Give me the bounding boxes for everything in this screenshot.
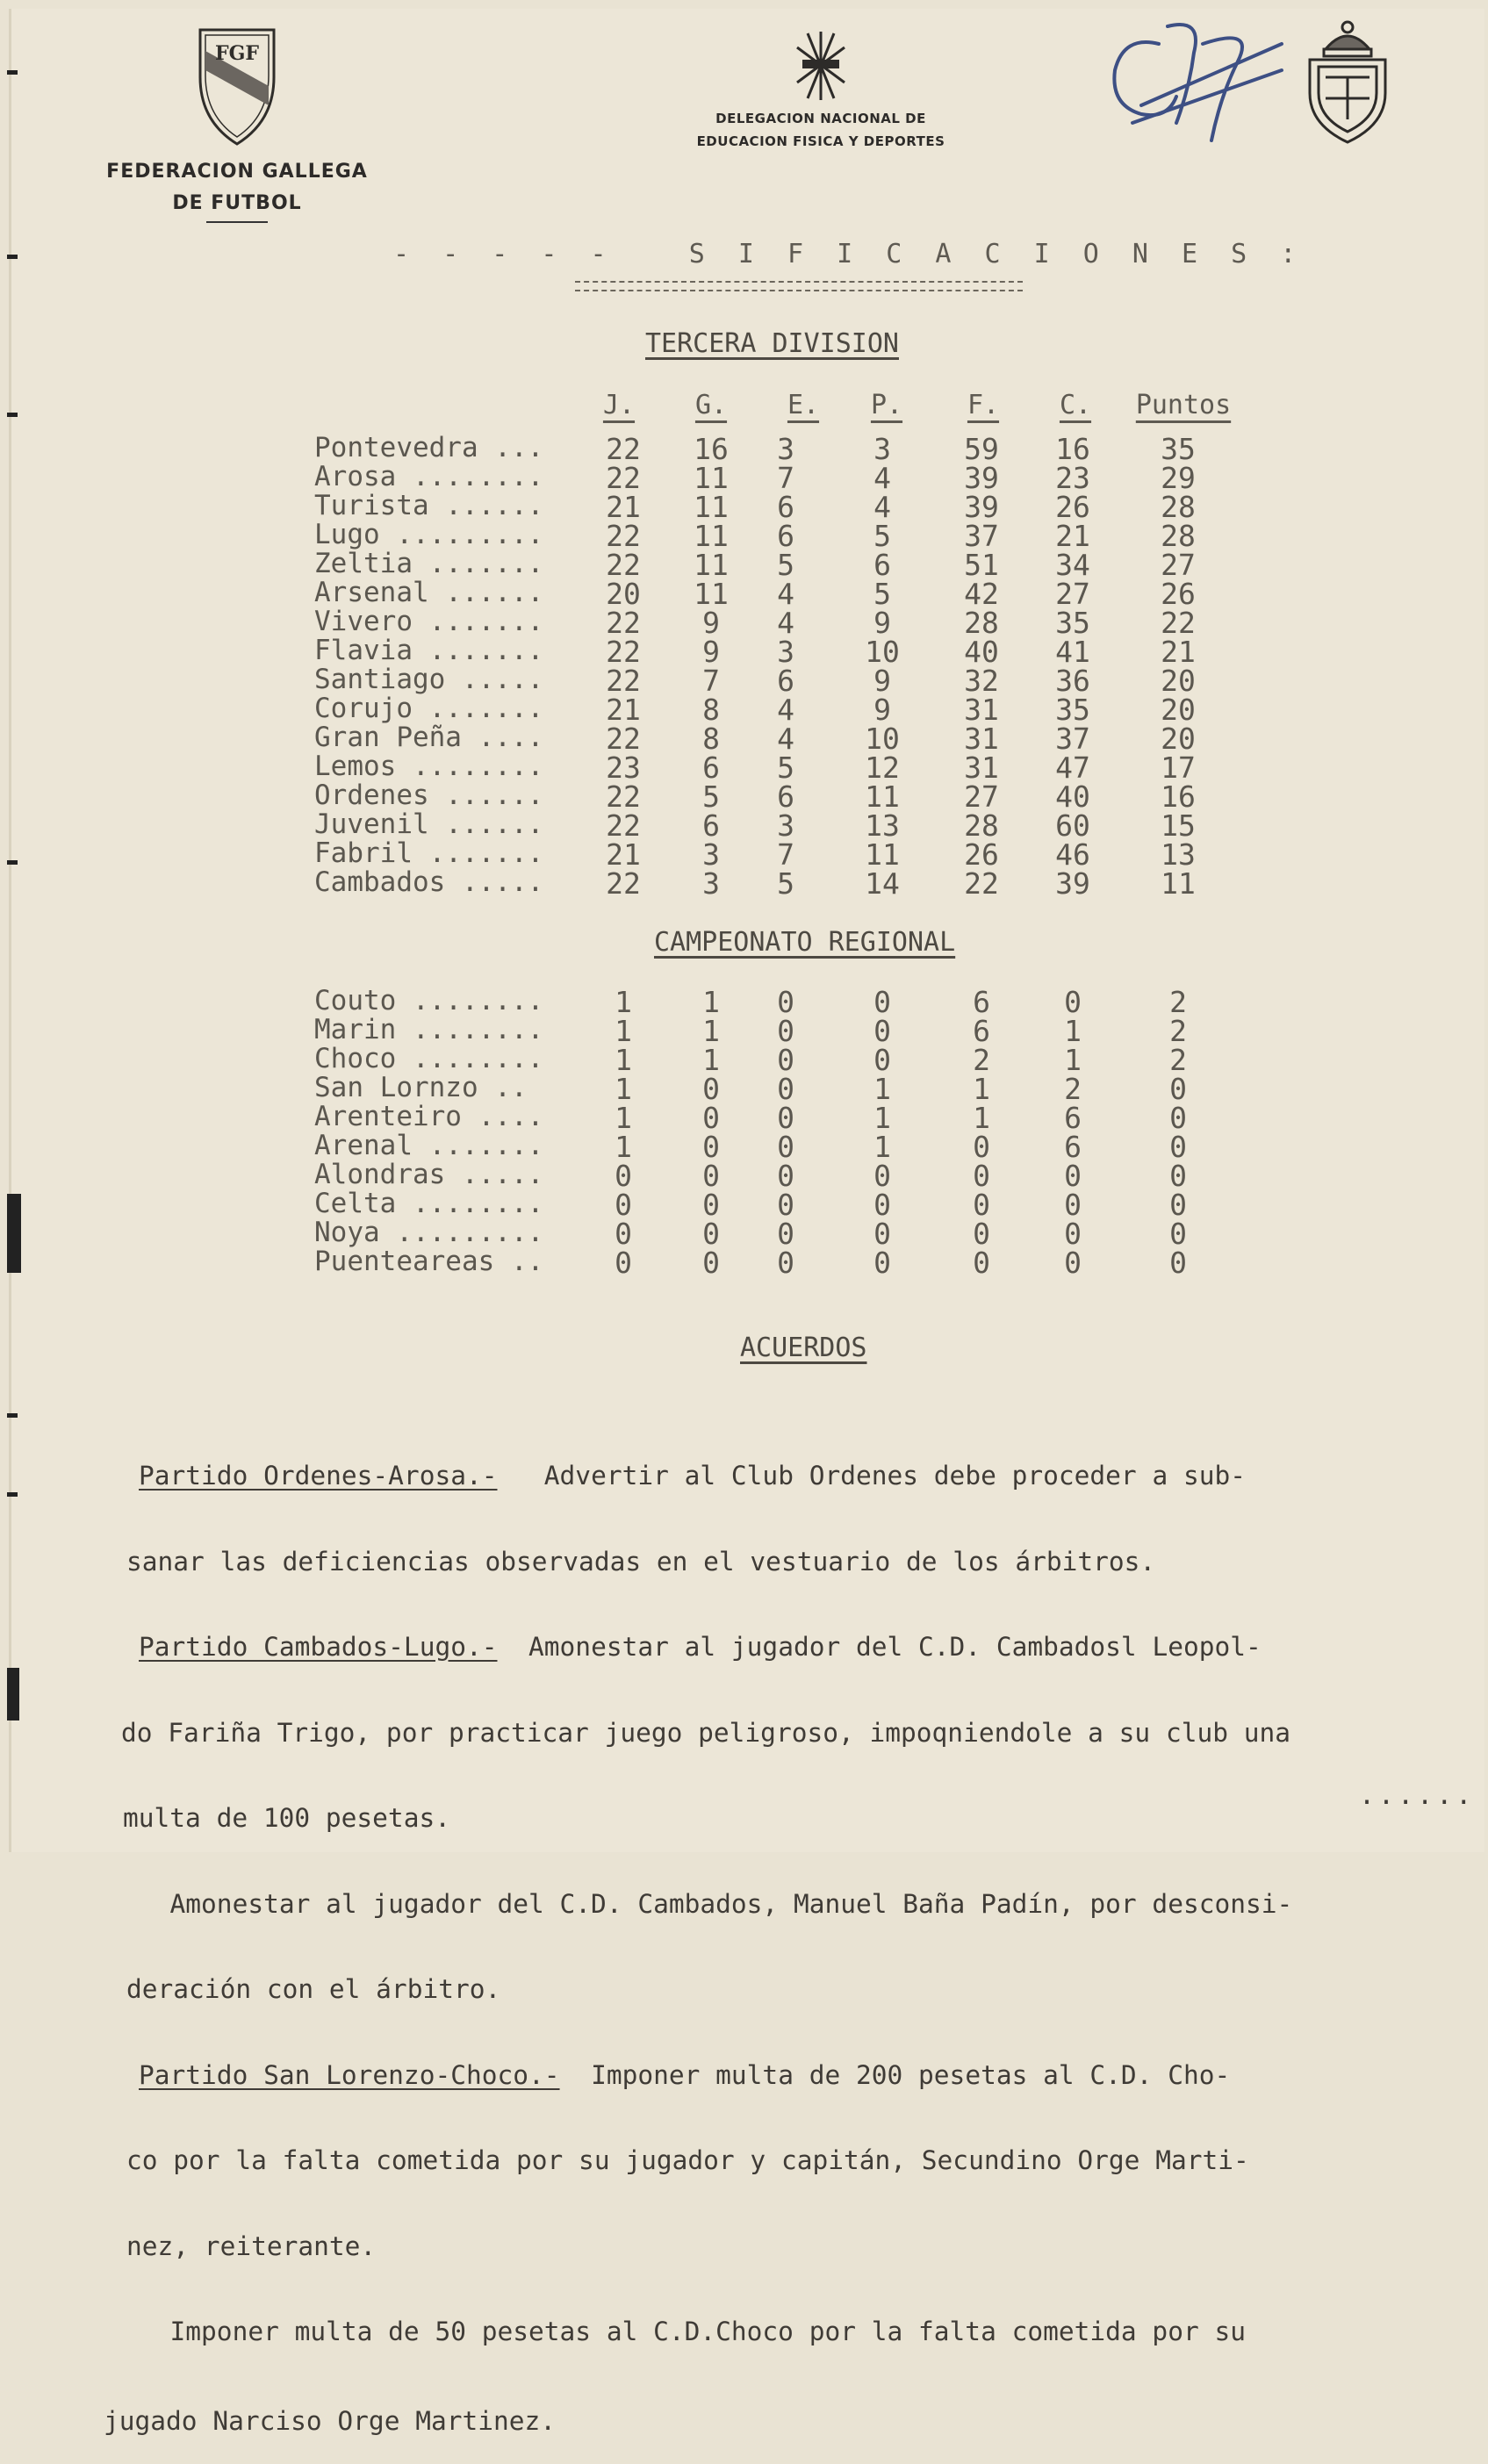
federation-name-line2: DE FUTBOL: [172, 192, 302, 214]
stat-c: 2: [1064, 1072, 1082, 1106]
stat-c: 37: [1055, 722, 1090, 756]
stat-j: 0: [615, 1246, 632, 1280]
standings-row: [0, 1014, 1488, 1048]
col-p: P.: [870, 390, 903, 420]
stat-c: 0: [1064, 1217, 1082, 1251]
stat-e: 0: [777, 1217, 794, 1251]
acuerdo-line: deración con el árbitro.: [126, 1974, 501, 2004]
federation-shield-icon: [195, 25, 279, 147]
standings-row: [0, 635, 1488, 669]
team-name: Santiago .....: [314, 664, 544, 695]
stat-f: 0: [973, 1217, 990, 1251]
acuerdo-line: nez, reiterante.: [126, 2231, 377, 2261]
standings-row: [0, 1101, 1488, 1135]
stat-puntos: 2: [1169, 1014, 1187, 1048]
stat-j: 22: [606, 779, 641, 814]
stat-p: 0: [873, 1188, 891, 1222]
stat-f: 0: [973, 1246, 990, 1280]
stat-g: 1: [702, 985, 720, 1019]
stat-f: 37: [964, 519, 999, 553]
title-double-underline: [575, 281, 1023, 291]
stat-puntos: 17: [1161, 751, 1196, 785]
stat-e: 3: [777, 432, 794, 466]
acuerdo-line: jugado Narciso Orge Martinez.: [104, 2405, 557, 2436]
stat-g: 0: [702, 1188, 720, 1222]
stat-p: 5: [873, 519, 891, 553]
stat-c: 0: [1064, 1159, 1082, 1193]
stat-g: 6: [702, 751, 720, 785]
stat-puntos: 28: [1161, 490, 1196, 524]
yoke-and-arrows-icon: [790, 25, 852, 104]
team-name: Juvenil ......: [314, 808, 544, 840]
stat-f: 31: [964, 722, 999, 756]
team-name: Ordenes ......: [314, 779, 544, 811]
stat-puntos: 2: [1169, 985, 1187, 1019]
stat-p: 11: [865, 837, 900, 872]
standings-row: [0, 606, 1488, 640]
acuerdo-line: [139, 1633, 1482, 1662]
stat-g: 11: [694, 490, 729, 524]
team-name: Corujo .......: [314, 693, 544, 724]
team-name: Noya .........: [314, 1217, 544, 1248]
team-name: Flavia .......: [314, 635, 544, 666]
stat-e: 4: [777, 693, 794, 727]
stat-c: 39: [1055, 866, 1090, 901]
acuerdo-line: multa de 100 pesetas.: [123, 1803, 450, 1833]
stat-e: 4: [777, 606, 794, 640]
col-e: E.: [787, 390, 820, 420]
stat-j: 22: [606, 519, 641, 553]
stat-j: 22: [606, 866, 641, 901]
stat-c: 0: [1064, 985, 1082, 1019]
col-c: C.: [1059, 390, 1092, 420]
stat-e: 6: [777, 490, 794, 524]
stat-j: 1: [615, 1043, 632, 1077]
stat-f: 0: [973, 1188, 990, 1222]
team-name: Cambados .....: [314, 866, 544, 898]
stat-p: 9: [873, 664, 891, 698]
federation-header: [97, 25, 377, 223]
stat-c: 1: [1064, 1014, 1082, 1048]
stat-j: 1: [615, 1130, 632, 1164]
stat-p: 12: [865, 751, 900, 785]
stat-puntos: 28: [1161, 519, 1196, 553]
right-header: [1106, 9, 1396, 149]
acuerdo-line: co por la falta cometida por su jugador y capitán, Secundino Orge Marti-: [126, 2145, 1249, 2175]
stat-p: 10: [865, 635, 900, 669]
acuerdo-line: do Fariña Trigo, por practicar juego peligroso, impoqniendole a su club una: [121, 1717, 1291, 1748]
stat-f: 32: [964, 664, 999, 698]
stat-puntos: 13: [1161, 837, 1196, 872]
acuerdo-line: sanar las deficiencias observadas en el vestuario de los árbitros.: [126, 1546, 1156, 1577]
stat-p: 1: [873, 1130, 891, 1164]
stat-c: 1: [1064, 1043, 1082, 1077]
acuerdo-line: Amonestar al jugador del C.D. Cambados, Manuel Baña Padín, por desconsi-: [139, 1888, 1293, 1919]
header-rule: [206, 221, 268, 223]
acuerdo-text: Advertir al Club Ordenes debe proceder a sub-: [497, 1461, 1247, 1491]
stat-e: 5: [777, 866, 794, 901]
standings-row: [0, 664, 1488, 698]
stat-p: 11: [865, 779, 900, 814]
stat-p: 9: [873, 693, 891, 727]
stat-j: 20: [606, 577, 641, 611]
continuation-dots: ......: [1359, 1780, 1476, 1811]
stat-c: 46: [1055, 837, 1090, 872]
stat-puntos: 2: [1169, 1043, 1187, 1077]
stat-g: 1: [702, 1043, 720, 1077]
acuerdo-text: Amonestar al jugador del C.D. Cambadosl Leopol-: [497, 1632, 1262, 1662]
stat-f: 40: [964, 635, 999, 669]
stat-g: 11: [694, 519, 729, 553]
stat-e: 5: [777, 548, 794, 582]
stat-g: 0: [702, 1217, 720, 1251]
acuerdo-line: [139, 1462, 1482, 1491]
stat-j: 1: [615, 1101, 632, 1135]
stat-j: 22: [606, 461, 641, 495]
stat-e: 5: [777, 751, 794, 785]
stat-puntos: 20: [1161, 722, 1196, 756]
standings-row: [0, 1072, 1488, 1106]
stat-e: 0: [777, 1246, 794, 1280]
stat-f: 39: [964, 490, 999, 524]
stat-puntos: 0: [1169, 1101, 1187, 1135]
stat-g: 11: [694, 577, 729, 611]
stat-e: 0: [777, 1159, 794, 1193]
match-title: Partido San Lorenzo-Choco.-: [139, 2059, 560, 2090]
stat-puntos: 11: [1161, 866, 1196, 901]
stat-j: 22: [606, 808, 641, 843]
stat-g: 0: [702, 1159, 720, 1193]
stat-c: 0: [1064, 1188, 1082, 1222]
acuerdo-line: Imponer multa de 50 pesetas al C.D.Choco por la falta cometida por su: [139, 2317, 1246, 2346]
stat-puntos: 27: [1161, 548, 1196, 582]
stat-f: 28: [964, 808, 999, 843]
stat-f: 0: [973, 1130, 990, 1164]
stat-f: 42: [964, 577, 999, 611]
standings-row: [0, 1217, 1488, 1251]
stat-puntos: 15: [1161, 808, 1196, 843]
stat-puntos: 29: [1161, 461, 1196, 495]
stat-p: 0: [873, 1159, 891, 1193]
stat-g: 7: [702, 664, 720, 698]
stat-c: 35: [1055, 693, 1090, 727]
campeonato-regional-heading: CAMPEONATO REGIONAL: [654, 927, 956, 958]
stat-f: 51: [964, 548, 999, 582]
stat-p: 4: [873, 490, 891, 524]
stat-puntos: 21: [1161, 635, 1196, 669]
stat-c: 60: [1055, 808, 1090, 843]
stat-j: 21: [606, 837, 641, 872]
team-name: San Lornzo ..: [314, 1072, 528, 1103]
standings-row: [0, 490, 1488, 524]
stat-g: 11: [694, 461, 729, 495]
standings-row: [0, 432, 1488, 466]
team-name: Gran Peña ....: [314, 722, 544, 753]
stat-p: 0: [873, 1217, 891, 1251]
stat-puntos: 26: [1161, 577, 1196, 611]
col-j: J.: [602, 390, 636, 420]
col-g: G.: [694, 390, 728, 420]
team-name: Arenal .......: [314, 1130, 544, 1161]
standings-row: [0, 779, 1488, 814]
stat-puntos: 0: [1169, 1130, 1187, 1164]
stat-e: 6: [777, 519, 794, 553]
stat-j: 22: [606, 606, 641, 640]
stat-c: 16: [1055, 432, 1090, 466]
standings-row: [0, 837, 1488, 872]
stat-j: 1: [615, 985, 632, 1019]
page-title: - - - - - S I F I C A C I O N E S :: [393, 239, 1305, 269]
team-name: Lemos ........: [314, 751, 544, 782]
stat-c: 26: [1055, 490, 1090, 524]
stat-f: 39: [964, 461, 999, 495]
federation-name-line1: FEDERACION GALLEGA: [106, 161, 368, 183]
stat-e: 6: [777, 664, 794, 698]
match-title: Partido Cambados-Lugo.-: [139, 1632, 498, 1662]
stat-j: 22: [606, 432, 641, 466]
stat-f: 1: [973, 1072, 990, 1106]
svg-text:FGF: FGF: [214, 42, 260, 65]
standings-row: [0, 577, 1488, 611]
stat-g: 11: [694, 548, 729, 582]
stat-e: 0: [777, 1188, 794, 1222]
stat-p: 5: [873, 577, 891, 611]
stat-p: 9: [873, 606, 891, 640]
stat-g: 8: [702, 722, 720, 756]
stat-j: 21: [606, 693, 641, 727]
stat-p: 3: [873, 432, 891, 466]
stat-puntos: 0: [1169, 1188, 1187, 1222]
stat-c: 41: [1055, 635, 1090, 669]
team-name: Choco ........: [314, 1043, 544, 1074]
stat-c: 23: [1055, 461, 1090, 495]
stat-j: 0: [615, 1188, 632, 1222]
stat-j: 22: [606, 722, 641, 756]
stat-p: 10: [865, 722, 900, 756]
stat-g: 9: [702, 635, 720, 669]
stat-c: 6: [1064, 1101, 1082, 1135]
stat-j: 22: [606, 548, 641, 582]
stat-g: 16: [694, 432, 729, 466]
col-f: F.: [967, 390, 1000, 420]
stat-f: 27: [964, 779, 999, 814]
stat-p: 6: [873, 548, 891, 582]
stat-puntos: 20: [1161, 693, 1196, 727]
stat-p: 4: [873, 461, 891, 495]
stat-puntos: 20: [1161, 664, 1196, 698]
stat-c: 34: [1055, 548, 1090, 582]
stat-p: 14: [865, 866, 900, 901]
match-title: Partido Ordenes-Arosa.-: [139, 1461, 498, 1491]
stat-g: 3: [702, 837, 720, 872]
stat-f: 28: [964, 606, 999, 640]
stat-f: 31: [964, 693, 999, 727]
stat-c: 21: [1055, 519, 1090, 553]
stat-f: 22: [964, 866, 999, 901]
stat-g: 0: [702, 1130, 720, 1164]
stat-f: 2: [973, 1043, 990, 1077]
standings-row: [0, 866, 1488, 901]
stat-e: 6: [777, 779, 794, 814]
stat-p: 0: [873, 1043, 891, 1077]
stat-j: 23: [606, 751, 641, 785]
stat-c: 36: [1055, 664, 1090, 698]
team-name: Arenteiro ....: [314, 1101, 544, 1132]
stat-e: 3: [777, 635, 794, 669]
stat-puntos: 0: [1169, 1072, 1187, 1106]
stat-g: 0: [702, 1072, 720, 1106]
delegation-name-line1: DELEGACION NACIONAL DE: [715, 111, 926, 126]
team-name: Alondras .....: [314, 1159, 544, 1190]
stat-f: 1: [973, 1101, 990, 1135]
standings-row: [0, 519, 1488, 553]
team-name: Arosa ........: [314, 461, 544, 492]
stat-g: 3: [702, 866, 720, 901]
stat-f: 6: [973, 1014, 990, 1048]
standings-row: [0, 461, 1488, 495]
stat-e: 7: [777, 837, 794, 872]
stat-j: 21: [606, 490, 641, 524]
stat-e: 4: [777, 722, 794, 756]
team-name: Turista ......: [314, 490, 544, 521]
standings-row: [0, 1130, 1488, 1164]
stat-puntos: 0: [1169, 1246, 1187, 1280]
standings-row: [0, 985, 1488, 1019]
acuerdo-line: [139, 2061, 1482, 2090]
stat-p: 1: [873, 1101, 891, 1135]
standings-row: [0, 751, 1488, 785]
stat-g: 6: [702, 808, 720, 843]
stat-e: 4: [777, 577, 794, 611]
stat-e: 7: [777, 461, 794, 495]
stat-j: 22: [606, 664, 641, 698]
stat-e: 0: [777, 1072, 794, 1106]
stat-f: 59: [964, 432, 999, 466]
stat-e: 0: [777, 1014, 794, 1048]
stat-c: 27: [1055, 577, 1090, 611]
stat-p: 13: [865, 808, 900, 843]
stat-g: 0: [702, 1246, 720, 1280]
stat-f: 0: [973, 1159, 990, 1193]
stat-puntos: 0: [1169, 1217, 1187, 1251]
stat-puntos: 22: [1161, 606, 1196, 640]
royal-crest-icon: [1299, 14, 1396, 146]
stat-c: 40: [1055, 779, 1090, 814]
stat-p: 1: [873, 1072, 891, 1106]
stat-puntos: 16: [1161, 779, 1196, 814]
stat-j: 0: [615, 1159, 632, 1193]
standings-row: [0, 1043, 1488, 1077]
stat-g: 9: [702, 606, 720, 640]
stat-e: 0: [777, 985, 794, 1019]
stat-e: 0: [777, 1043, 794, 1077]
team-name: Lugo .........: [314, 519, 544, 550]
delegation-name-line2: EDUCACION FISICA Y DEPORTES: [696, 133, 945, 149]
stat-g: 8: [702, 693, 720, 727]
stat-puntos: 35: [1161, 432, 1196, 466]
handwritten-signature-icon: [1106, 9, 1290, 149]
stat-j: 1: [615, 1014, 632, 1048]
standings-row: [0, 548, 1488, 582]
team-name: Pontevedra ...: [314, 432, 544, 463]
stat-c: 47: [1055, 751, 1090, 785]
stat-g: 1: [702, 1014, 720, 1048]
team-name: Vivero .......: [314, 606, 544, 637]
stat-c: 6: [1064, 1130, 1082, 1164]
standings-row: [0, 722, 1488, 756]
standings-row: [0, 1188, 1488, 1222]
stat-f: 31: [964, 751, 999, 785]
team-name: Puenteareas ..: [314, 1246, 544, 1277]
tercera-division-heading: TERCERA DIVISION: [645, 328, 899, 359]
stat-puntos: 0: [1169, 1159, 1187, 1193]
stat-g: 5: [702, 779, 720, 814]
stat-p: 0: [873, 1014, 891, 1048]
delegation-header: [676, 25, 966, 153]
stat-j: 0: [615, 1217, 632, 1251]
team-name: Fabril .......: [314, 837, 544, 869]
team-name: Couto ........: [314, 985, 544, 1016]
stat-e: 0: [777, 1130, 794, 1164]
stat-c: 0: [1064, 1246, 1082, 1280]
stat-e: 3: [777, 808, 794, 843]
team-name: Zeltia .......: [314, 548, 544, 579]
team-name: Marin ........: [314, 1014, 544, 1045]
team-name: Celta ........: [314, 1188, 544, 1219]
team-name: Arsenal ......: [314, 577, 544, 608]
stat-j: 22: [606, 635, 641, 669]
acuerdos-body: [104, 1404, 1482, 2464]
stat-c: 35: [1055, 606, 1090, 640]
stat-f: 26: [964, 837, 999, 872]
acuerdos-heading: ACUERDOS: [740, 1333, 867, 1363]
stat-p: 0: [873, 1246, 891, 1280]
standings-row: [0, 1246, 1488, 1280]
stat-f: 6: [973, 985, 990, 1019]
stat-e: 0: [777, 1101, 794, 1135]
col-puntos: Puntos: [1135, 390, 1232, 420]
standings-row: [0, 693, 1488, 727]
stat-j: 1: [615, 1072, 632, 1106]
standings-row: [0, 1159, 1488, 1193]
standings-row: [0, 808, 1488, 843]
stat-p: 0: [873, 985, 891, 1019]
acuerdo-text: Imponer multa de 200 pesetas al C.D. Cho-: [559, 2059, 1231, 2090]
stat-g: 0: [702, 1101, 720, 1135]
